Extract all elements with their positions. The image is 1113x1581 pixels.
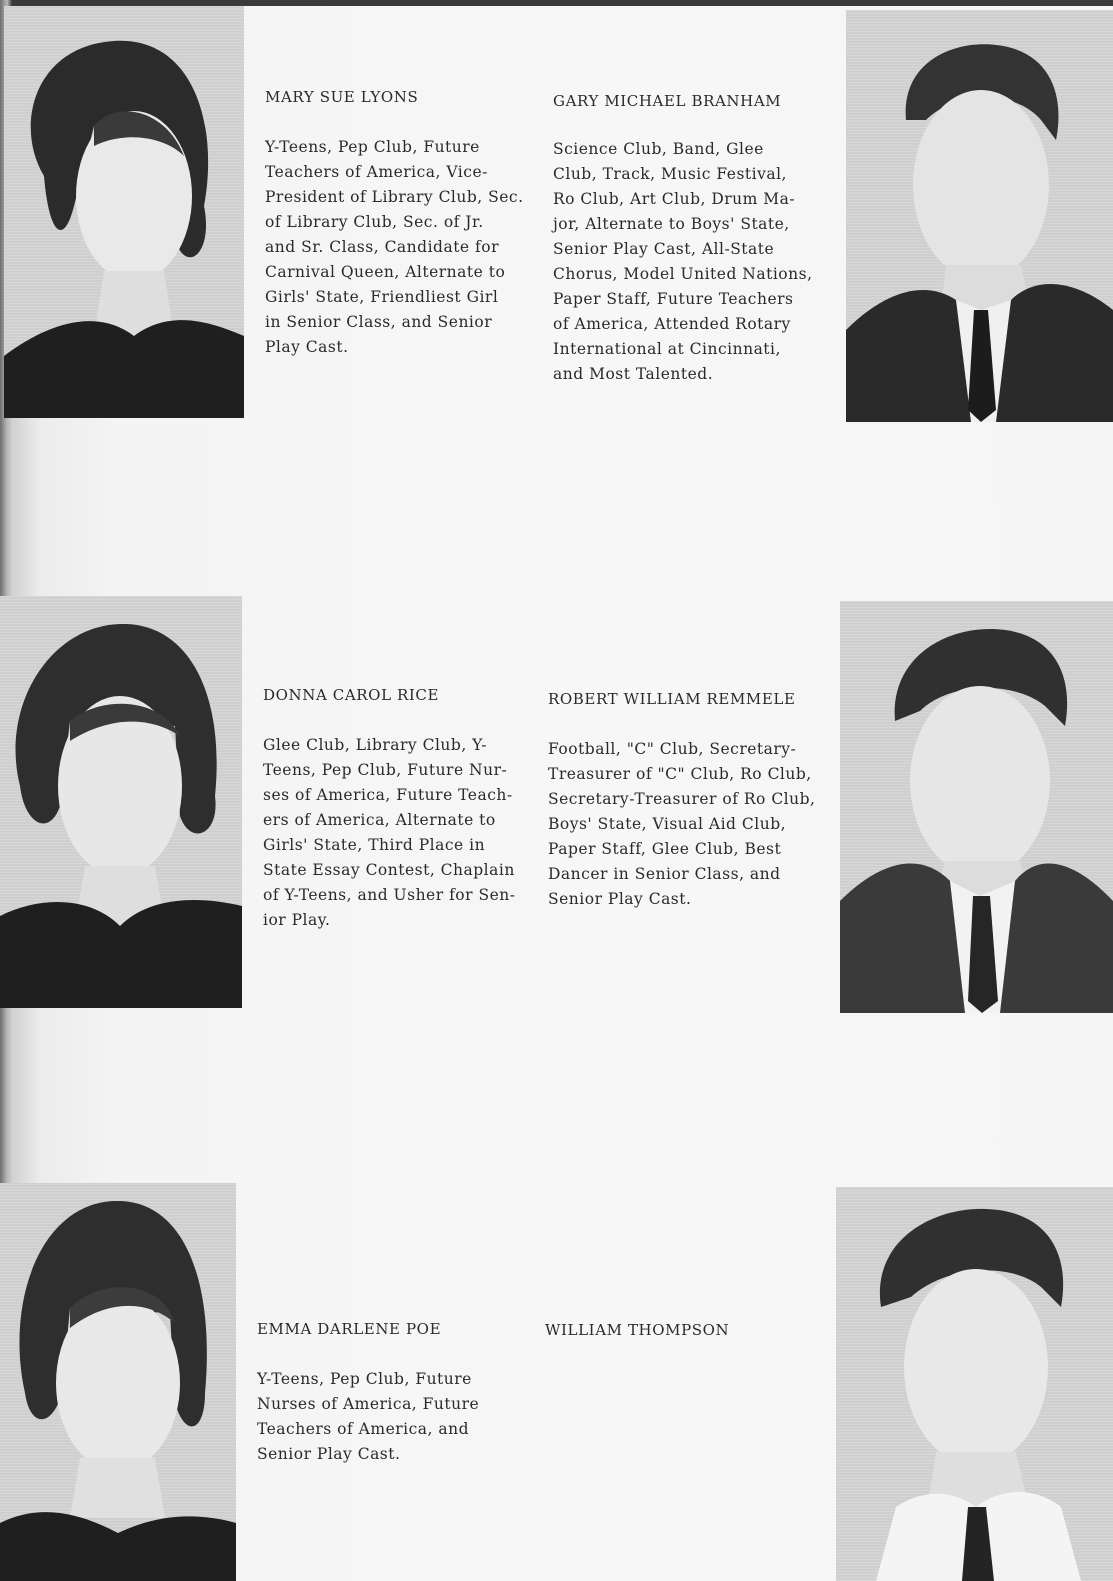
student-activities [553, 137, 813, 387]
student-name: ROBERT WILLIAM REMMELE [548, 690, 796, 708]
activities-line: Science Club, Band, Glee [553, 140, 764, 158]
activities-line: Girls' State, Third Place in [263, 836, 486, 854]
activities-line: Paper Staff, Future Teachers [553, 290, 794, 308]
activities-line: Ro Club, Art Club, Drum Ma- [553, 190, 796, 208]
activities-line: Girls' State, Friendliest Girl [265, 288, 499, 306]
activities-line: ior Play. [263, 911, 331, 929]
activities-line: of Y-Teens, and Usher for Sen- [263, 886, 516, 904]
activities-line: Y-Teens, Pep Club, Future [257, 1370, 472, 1388]
activities-line: Glee Club, Library Club, Y- [263, 736, 487, 754]
activities-line: Nurses of America, Future [257, 1395, 480, 1413]
activities-line: Teens, Pep Club, Future Nur- [263, 761, 508, 779]
portrait-photo-donna-carol-rice [0, 596, 242, 1008]
portrait-photo-gary-michael-branham [846, 10, 1113, 422]
activities-line: International at Cincinnati, [553, 340, 781, 358]
activities-line: Chorus, Model United Nations, [553, 265, 813, 283]
activities-line: Senior Play Cast, All-State [553, 240, 775, 258]
student-activities [263, 733, 515, 933]
activities-line: ses of America, Future Teach- [263, 786, 513, 804]
student-name: DONNA CAROL RICE [263, 686, 440, 704]
student-name: EMMA DARLENE POE [257, 1320, 442, 1338]
activities-line: Club, Track, Music Festival, [553, 165, 787, 183]
activities-line: Play Cast. [265, 338, 349, 356]
activities-line: Boys' State, Visual Aid Club, [548, 815, 787, 833]
activities-line: jor, Alternate to Boys' State, [553, 215, 790, 233]
activities-line: in Senior Class, and Senior [265, 313, 493, 331]
activities-line: Dancer in Senior Class, and [548, 865, 781, 883]
student-name: WILLIAM THOMPSON [545, 1321, 730, 1339]
activities-line: Y-Teens, Pep Club, Future [265, 138, 480, 156]
student-activities [265, 135, 524, 360]
activities-line: Football, "C" Club, Secretary- [548, 740, 797, 758]
portrait-photo-william-thompson [836, 1187, 1113, 1581]
student-activities [257, 1367, 479, 1467]
student-name: GARY MICHAEL BRANHAM [553, 92, 782, 110]
student-activities [548, 737, 815, 912]
activities-line: Treasurer of "C" Club, Ro Club, [548, 765, 812, 783]
activities-line: Carnival Queen, Alternate to [265, 263, 506, 281]
activities-line: and Sr. Class, Candidate for [265, 238, 500, 256]
portrait-photo-emma-darlene-poe [0, 1183, 236, 1581]
activities-line: of America, Attended Rotary [553, 315, 791, 333]
activities-line: President of Library Club, Sec. [265, 188, 524, 206]
activities-line: and Most Talented. [553, 365, 714, 383]
activities-line: State Essay Contest, Chaplain [263, 861, 515, 879]
activities-line: Secretary-Treasurer of Ro Club, [548, 790, 816, 808]
activities-line: Senior Play Cast. [548, 890, 692, 908]
activities-line: Senior Play Cast. [257, 1445, 401, 1463]
activities-line: ers of America, Alternate to [263, 811, 496, 829]
portrait-photo-robert-william-remmele [840, 601, 1113, 1013]
student-name: MARY SUE LYONS [265, 88, 419, 106]
portrait-photo-mary-sue-lyons [4, 6, 244, 418]
activities-line: of Library Club, Sec. of Jr. [265, 213, 484, 231]
activities-line: Teachers of America, and [257, 1420, 470, 1438]
activities-line: Paper Staff, Glee Club, Best [548, 840, 782, 858]
activities-line: Teachers of America, Vice- [265, 163, 488, 181]
